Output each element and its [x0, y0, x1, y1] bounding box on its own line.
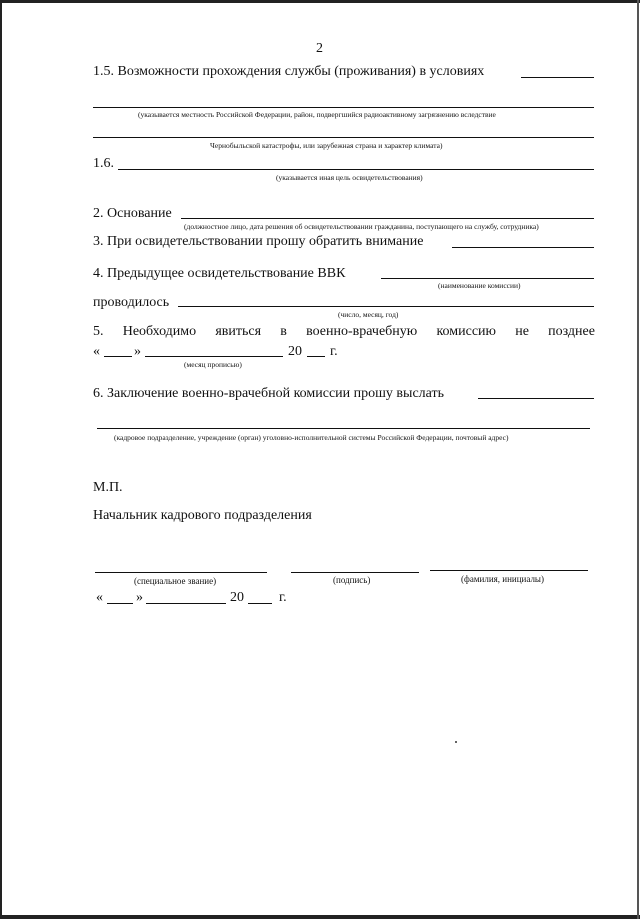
item-5-word: 5.	[93, 324, 104, 339]
item-1-5-fill-line[interactable]	[521, 77, 594, 78]
item-5-year-suffix: г.	[330, 344, 338, 359]
rank-note: (специальное звание)	[134, 576, 217, 586]
final-month-line[interactable]	[146, 603, 226, 604]
item-5-word: Необходимо	[122, 324, 197, 339]
final-year-prefix: 20	[230, 590, 244, 605]
item-4-conducted-label: проводилось	[93, 295, 170, 310]
item-1-5-label: 1.5. Возможности прохождения службы (проживания) в условиях	[93, 64, 485, 79]
name-line[interactable]	[430, 570, 588, 571]
item-3-fill-line[interactable]	[452, 247, 594, 248]
page-border-bottom	[0, 915, 640, 919]
item-4-note: (наименование комиссии)	[438, 281, 521, 290]
item-6-line-2[interactable]	[97, 428, 590, 429]
item-6-label: 6. Заключение военно-врачебной комиссии прошу выслать	[93, 386, 444, 401]
item-5-word: военно-врачебную	[306, 324, 418, 339]
item-4-label: 4. Предыдущее освидетельствование ВВК	[93, 266, 346, 281]
signature-line[interactable]	[291, 572, 419, 573]
item-4-fill-line[interactable]	[381, 278, 594, 279]
item-5-note: (месяц прописью)	[184, 360, 242, 369]
item-5-year-prefix: 20	[288, 344, 302, 359]
signatory-title: Начальник кадрового подразделения	[93, 508, 312, 523]
item-5-word: в	[280, 324, 287, 339]
final-year-line[interactable]	[248, 603, 272, 604]
page-border-left	[0, 0, 2, 919]
item-2-note: (должностное лицо, дата решения об освидетельствовании гражданина, поступающего на службу, сотрудника)	[184, 222, 539, 231]
final-year-suffix: г.	[279, 590, 287, 605]
item-5-text	[93, 324, 595, 340]
item-5-word: не	[515, 324, 529, 339]
final-open-quote: «	[96, 590, 103, 605]
stamp-place: М.П.	[93, 480, 123, 495]
final-day-line[interactable]	[107, 603, 133, 604]
rank-line[interactable]	[95, 572, 267, 573]
item-5-close-quote: »	[134, 344, 141, 359]
item-4-conducted-note: (число, месяц, год)	[338, 310, 399, 319]
item-1-6-label: 1.6.	[93, 156, 114, 171]
item-5-year-line[interactable]	[307, 356, 325, 357]
item-4-date-line[interactable]	[178, 306, 594, 307]
signature-note: (подпись)	[333, 575, 371, 585]
item-2-label: 2. Основание	[93, 206, 172, 221]
item-2-fill-line[interactable]	[181, 218, 594, 219]
final-close-quote: »	[136, 590, 143, 605]
item-5-word: комиссию	[436, 324, 496, 339]
item-5-word: явиться	[215, 324, 262, 339]
page-border-right	[637, 0, 639, 919]
item-6-fill-line[interactable]	[478, 398, 594, 399]
page-number: 2	[316, 41, 323, 56]
item-6-note: (кадровое подразделение, учреждение (орган) уголовно-исполнительной системы Российской Федерации, почтовый адрес)	[114, 433, 509, 442]
item-1-5-note-2: Чернобыльской катастрофы, или зарубежная страна и характер климата)	[210, 141, 443, 150]
item-1-5-note-1: (указывается местность Российской Федерации, район, подвергшийся радиоактивному загрязнению вследствие	[138, 110, 496, 119]
item-1-5-line-3[interactable]	[93, 137, 594, 138]
name-note: (фамилия, инициалы)	[461, 574, 544, 584]
item-1-5-line-2[interactable]	[93, 107, 594, 108]
item-1-6-note: (указывается иная цель освидетельствования)	[276, 173, 423, 182]
item-1-6-fill-line[interactable]	[118, 169, 594, 170]
page-border-top	[0, 0, 640, 3]
item-5-month-line[interactable]	[145, 356, 283, 357]
scan-speck	[455, 741, 457, 743]
item-5-word: позднее	[548, 324, 595, 339]
item-5-day-line[interactable]	[104, 356, 132, 357]
item-3-label: 3. При освидетельствовании прошу обратить внимание	[93, 234, 424, 249]
item-5-open-quote: «	[93, 344, 100, 359]
